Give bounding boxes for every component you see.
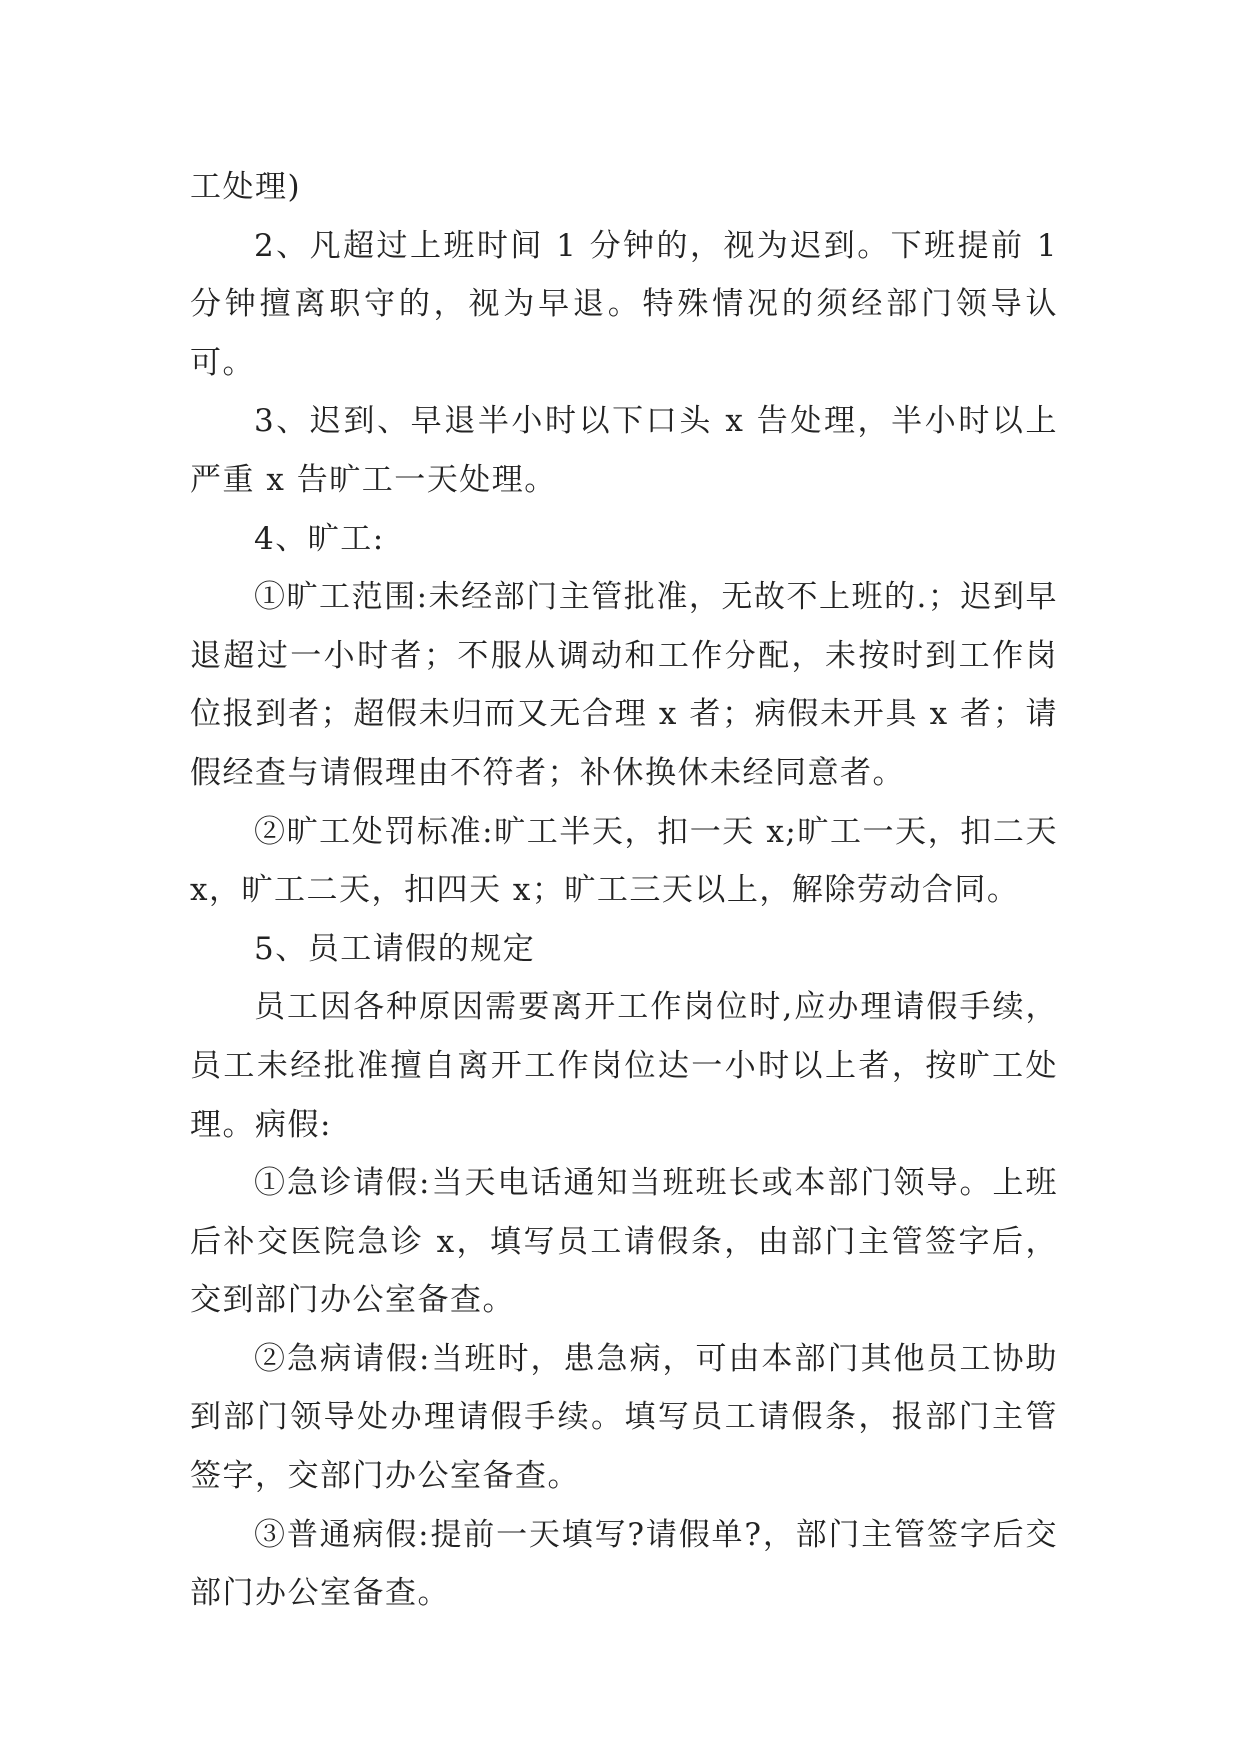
paragraph-acute-illness-leave: ②急病请假:当班时，患急病，可由本部门其他员工协助到部门领导处办理请假手续。填写员工请假条，报部门主管签字，交部门办公室备查。 (190, 1340, 1058, 1495)
paragraph-item-3-warning: 3、迟到、早退半小时以下口头 x 告处理，半小时以上严重 x 告旷工一天处理。 (190, 403, 1058, 498)
paragraph-continuation: 工处理) (190, 169, 302, 205)
paragraph-absence-scope: ①旷工范围:未经部门主管批准，无故不上班的.；迟到早退超过一小时者；不服从调动和工作分配，未按时到工作岗位报到者；超假未归而又无合理 x 者；病假未开具 x 者；请假经查与请假理由不符者；补休换休未经同意者。 (190, 579, 1058, 791)
document-body (190, 158, 1058, 1623)
paragraph-regular-sick-leave: ③普通病假:提前一天填写?请假单?，部门主管签字后交部门办公室备查。 (190, 1516, 1058, 1612)
paragraph-item-5-heading: 5、员工请假的规定 (254, 930, 536, 967)
paragraph-item-4-heading: 4、旷工: (254, 520, 385, 557)
paragraph-emergency-leave: ①急诊请假:当天电话通知当班班长或本部门领导。上班后补交医院急诊 x，填写员工请假条，由部门主管签字后，交到部门办公室备查。 (190, 1165, 1058, 1319)
paragraph-absence-penalty: ②旷工处罚标准:旷工半天，扣一天 x;旷工一天，扣二天 x，旷工二天，扣四天 x；旷工三天以上，解除劳动合同。 (190, 813, 1058, 909)
paragraph-leave-rules: 员工因各种原因需要离开工作岗位时,应办理请假手续，员工未经批准擅自离开工作岗位达一小时以上者，按旷工处理。病假: (190, 989, 1058, 1143)
paragraph-item-2-lateness: 2、凡超过上班时间 1 分钟的，视为迟到。下班提前 1 分钟擅离职守的，视为早退。特殊情况的须经部门领导认可。 (190, 227, 1058, 381)
